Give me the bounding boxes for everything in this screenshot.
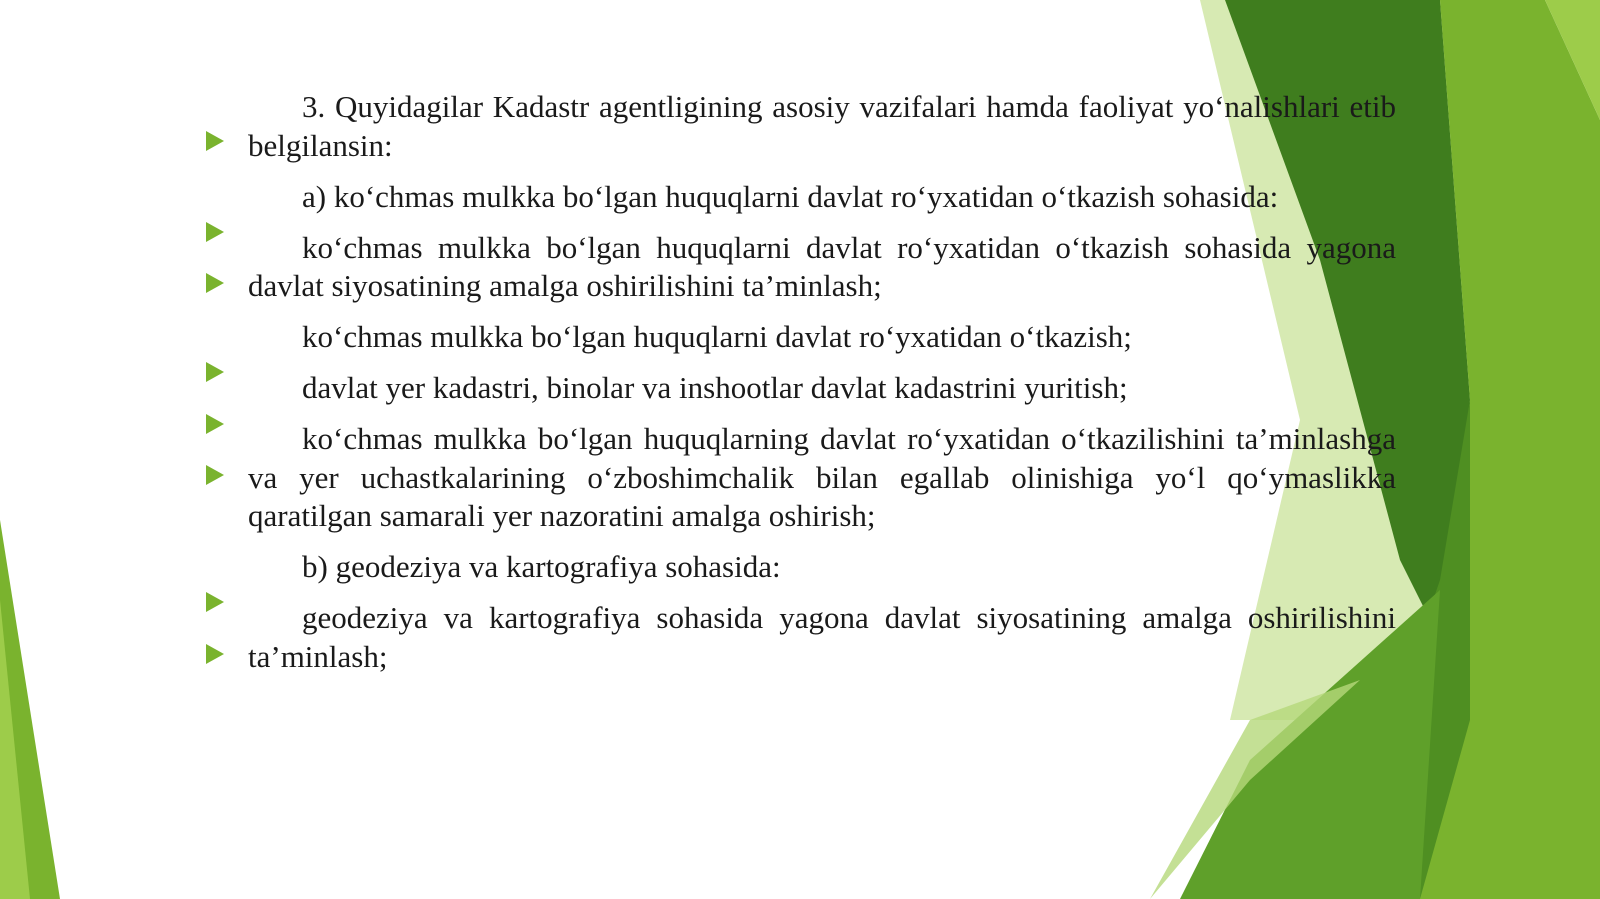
bullet-icon xyxy=(206,131,224,151)
slide-text-body xyxy=(248,88,1396,689)
paragraph-item: davlat yer kadastri, binolar va inshootlar davlat kadastrini yuritish; xyxy=(302,370,1128,405)
bullet-icon xyxy=(206,414,224,434)
bullet-icon xyxy=(206,273,224,293)
paragraph-item: ko‘chmas mulkka bo‘lgan huquqlarni davlat ro‘yxatidan o‘tkazish; xyxy=(302,319,1132,354)
paragraph-item: ko‘chmas mulkka bo‘lgan huquqlarning davlat ro‘yxatidan o‘tkazilishini ta’minlashga va yer uchastkalarining o‘zboshimchalik bilan egallab olinishiga yo‘l qo‘ymaslikka qaratilgan samarali yer nazoratini amalga oshirish; xyxy=(248,421,1396,533)
paragraph-item: ko‘chmas mulkka bo‘lgan huquqlarni davlat ro‘yxatidan o‘tkazish sohasida yagona davlat siyosatining amalga oshirilishini ta’minlash; xyxy=(248,229,1396,303)
bullet-icon xyxy=(206,222,224,242)
paragraph-item-3: 3. Quyidagilar Kadastr agentligining asosiy vazifalari hamda faoliyat yo‘nalishlari etib belgilansin: xyxy=(248,89,1396,163)
paragraph-item: geodeziya va kartografiya sohasida yagona davlat siyosatining amalga oshirilishini ta’minlash; xyxy=(248,600,1396,674)
paragraph-item-a-heading: a) ko‘chmas mulkka bo‘lgan huquqlarni davlat ro‘yxatidan o‘tkazish sohasida: xyxy=(302,178,1279,214)
bullet-icon xyxy=(206,465,224,485)
paragraph-item-b-heading: b) geodeziya va kartografiya sohasida: xyxy=(302,549,781,584)
bullet-icon xyxy=(206,644,224,664)
bullet-icon xyxy=(206,362,224,382)
bullet-icon xyxy=(206,592,224,612)
